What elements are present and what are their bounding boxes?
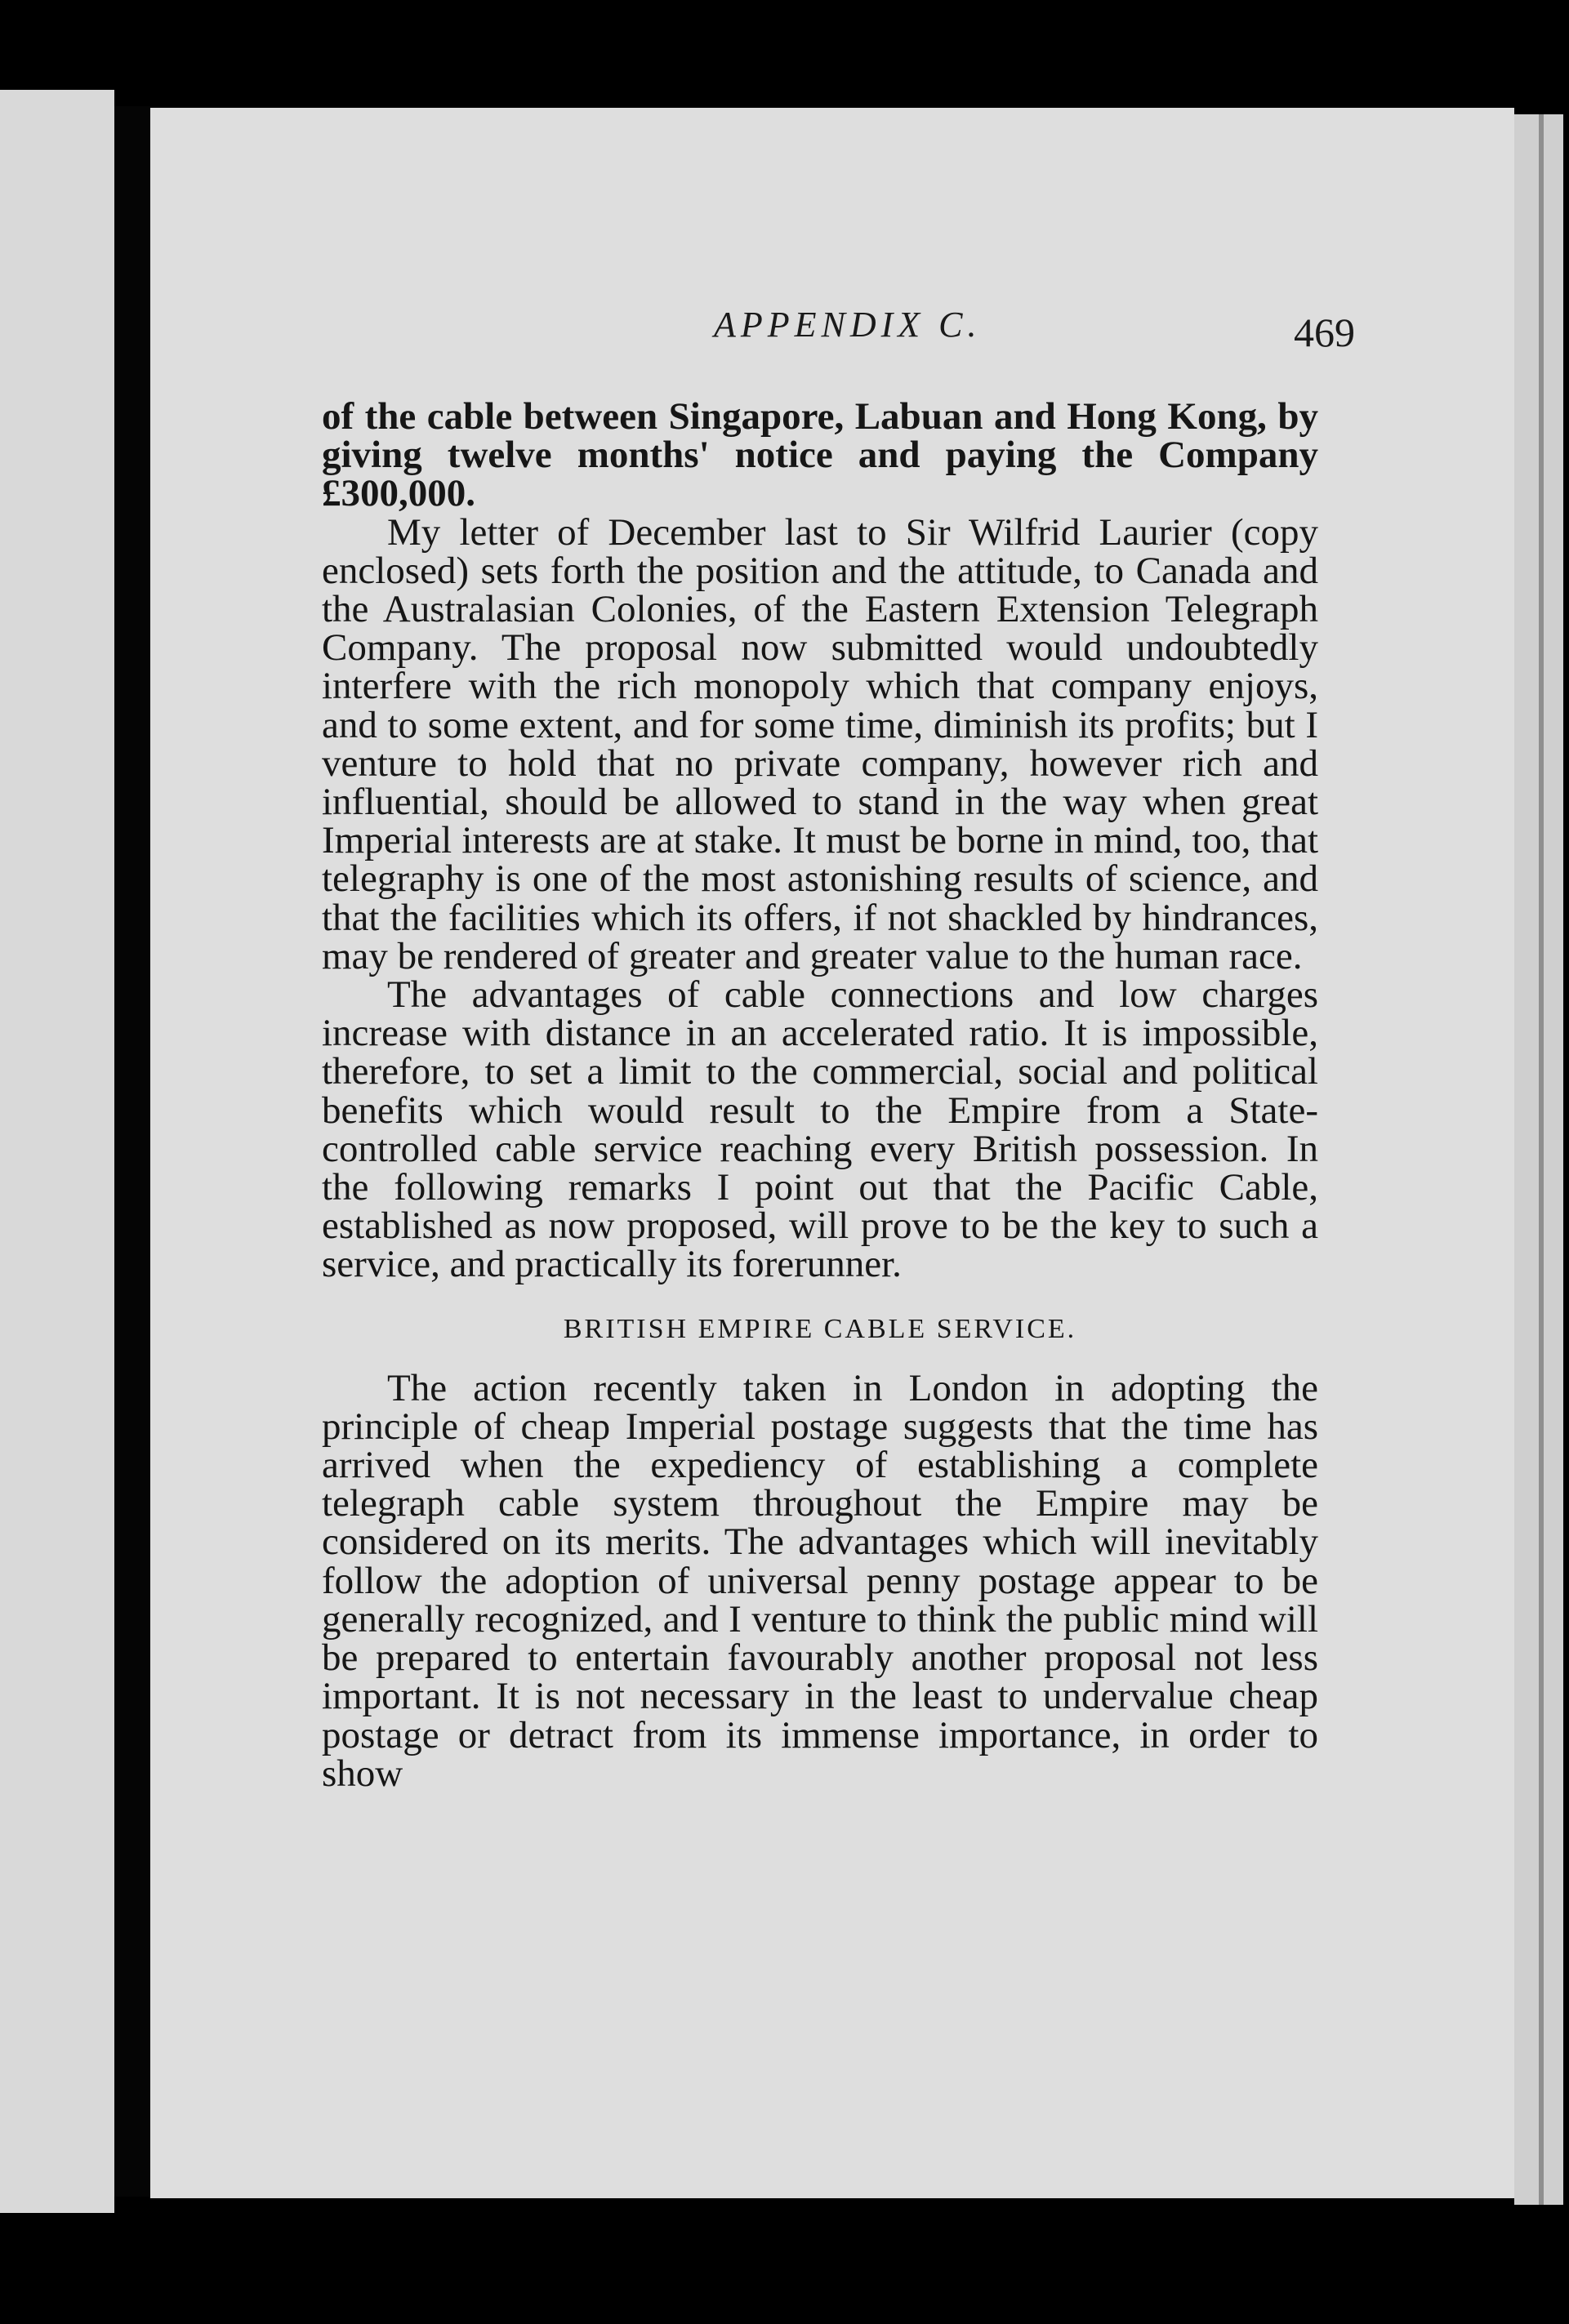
book-page — [150, 108, 1514, 2198]
paragraph-imperial-postage: The action recently taken in London in adopting the principle of cheap Imperial postage suggests that the time has arrived when the expediency of establishing a complete telegraph cable system throughout the Empire may be considered on its merits. The advantages which will inevitably follow the adoption of universal penny postage appear to be generally recognized, and I venture to think the public mind will be prepared to entertain favourably another proposal not less important. It is not necessary in the least to undervalue cheap postage or detract from its immense importance, in order to show — [322, 1366, 1318, 1795]
paragraph-laurier-letter: My letter of December last to Sir Wilfrid Laurier (copy enclosed) sets forth the position and the attitude, to Canada and the Australasian Colonies, of the Eastern Extension Telegraph Company. The proposal now submitted would undoubtedly interfere with the rich monopoly which that company enjoys, and to some extent, and for some time, diminish its profits; but I venture to hold that no private company, however rich and influential, should be allowed to stand in the way when great Imperial interests are at stake. It must be borne in mind, too, that telegraphy is one of the most astonishing results of science, and that the facilities which its offers, if not shackled by hindrances, may be rendered of greater and greater value to the human race. — [322, 510, 1318, 977]
running-head: APPENDIX C. — [714, 305, 982, 345]
section-heading: BRITISH EMPIRE CABLE SERVICE. — [563, 1313, 1077, 1344]
paragraph-continuation: of the cable between Singapore, Labuan and Hong Kong, by giving twelve months' notice and paying the Company £300,000. — [322, 395, 1318, 515]
paragraph-cable-advantages: The advantages of cable connections and low charges increase with distance in an accelerated ratio. It is impossible, therefore, to set a limit to the commercial, social and political benefits which would result to the Empire from a State-controlled cable service reaching every British possession. In the following remarks I point out that the Pacific Cable, established as now proposed, will prove to be the key to such a service, and practically its forerunner. — [322, 973, 1318, 1286]
page-body — [322, 395, 1318, 1795]
left-page-edge — [0, 90, 114, 2213]
gutter-shadow — [114, 106, 150, 2197]
page-number: 469 — [1294, 309, 1355, 355]
right-edge-shadow — [1539, 114, 1544, 2205]
page-header — [150, 304, 1514, 377]
